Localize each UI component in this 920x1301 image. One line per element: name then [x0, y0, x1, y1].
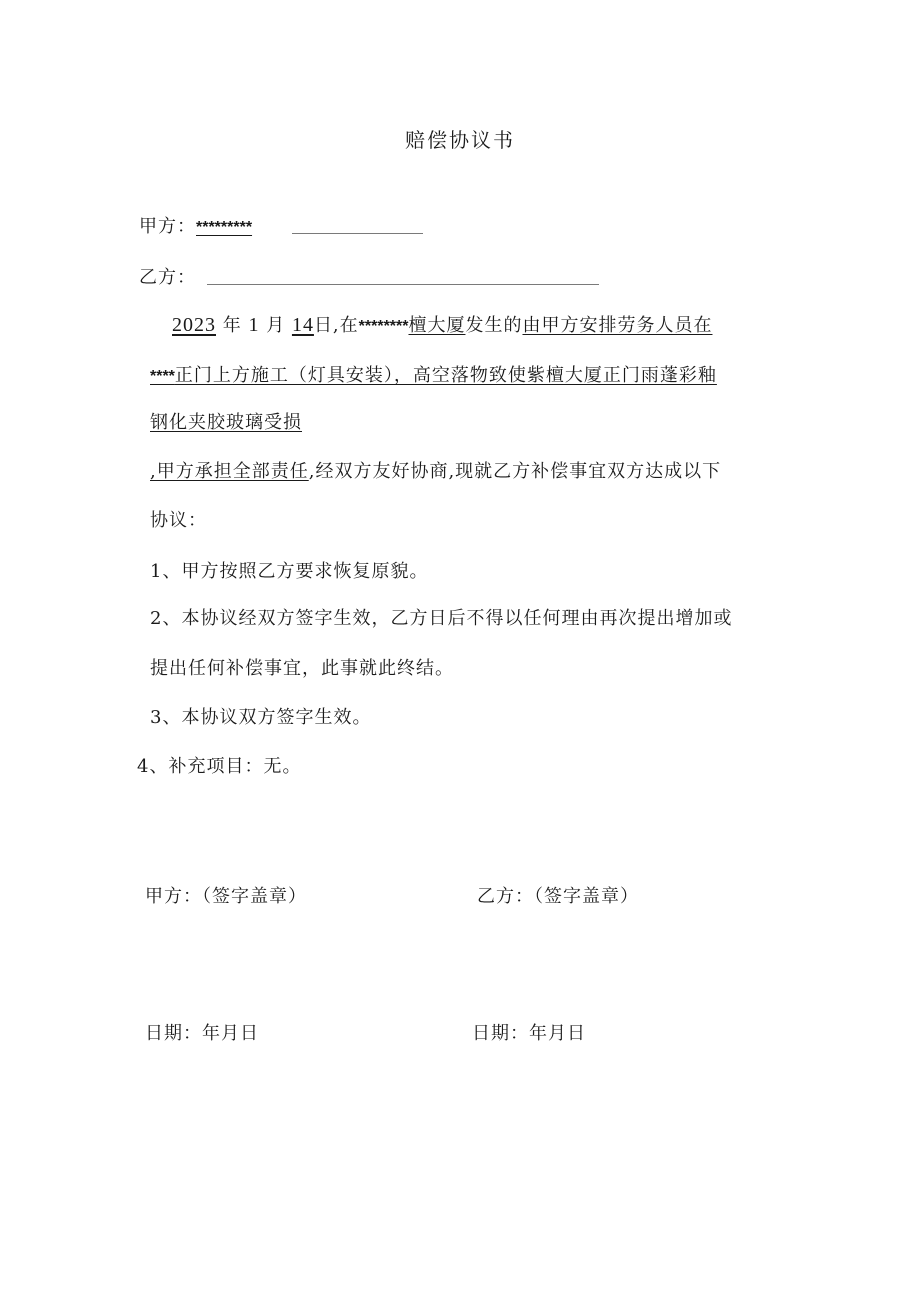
clause-4: 4、补充项目：无。 — [137, 756, 302, 777]
location-name: 檀大厦 — [408, 315, 466, 336]
year-suffix: 年 — [222, 315, 242, 336]
party-a-value: ********* — [196, 219, 253, 236]
party-a-signature: 甲方：（签字盖章） — [145, 886, 307, 907]
intro-line-4 — [150, 459, 721, 485]
intro-line-2 — [150, 363, 717, 390]
party-b-date: 日期：年月日 — [472, 1023, 586, 1044]
happened-text: 发生的 — [465, 315, 523, 336]
month-suffix: 月 — [266, 315, 286, 336]
event-line-2: 正门上方施工（灯具安装），高空落物致使紫檀大厦正门雨蓬彩釉 — [174, 365, 717, 386]
event-line-2-stars: **** — [150, 368, 175, 385]
party-b-signature: 乙方：（签字盖章） — [477, 886, 639, 907]
incident-day: 14 — [291, 314, 314, 336]
party-a-blank-line — [292, 233, 423, 234]
party-a-label: 甲方： — [139, 216, 196, 237]
event-line-1: 由甲方安排劳务人员在 — [522, 315, 713, 336]
day-suffix: 日,在 — [313, 315, 359, 336]
clause-2-line-1: 2、本协议经双方签字生效，乙方日后不得以任何理由再次提出增加或 — [150, 608, 733, 629]
intro-line-3: 钢化夹胶玻璃受损 — [150, 412, 302, 433]
incident-month: 1 — [248, 314, 260, 336]
negotiation-text: ,经双方友好协商,现就乙方补偿事宜双方达成以下 — [308, 461, 722, 482]
party-b-blank-line — [207, 284, 599, 285]
intro-line-1 — [172, 312, 712, 340]
clause-2-line-2: 提出任何补偿事宜，此事就此终结。 — [150, 658, 454, 679]
clause-3: 3、本协议双方签字生效。 — [150, 707, 372, 728]
party-b-label: 乙方： — [139, 267, 196, 288]
clause-1: 1、甲方按照乙方要求恢复原貌。 — [150, 561, 429, 582]
party-a-row — [139, 214, 252, 241]
party-a-date: 日期：年月日 — [145, 1023, 259, 1044]
location-stars: ******** — [358, 318, 409, 335]
document-title: 赔偿协议书 — [405, 128, 515, 152]
intro-line-5: 协议： — [150, 510, 207, 531]
responsibility-text: ,甲方承担全部责任 — [150, 461, 309, 482]
incident-year: 2023 — [172, 314, 216, 336]
